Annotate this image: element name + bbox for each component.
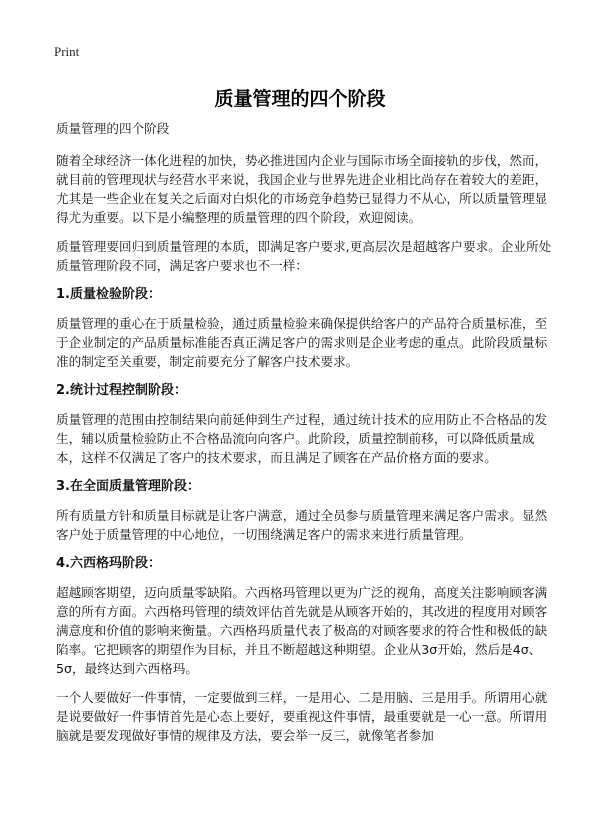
section-paragraph: 质量管理的范围由控制结果向前延伸到生产过程，通过统计技术的应用防止不合格品的发生，辅以质量检验防止不合格品流向向客户。此阶段，质量控制前移，可以降低质量成本，这样不仅满足了客户的技术要求，而且满足了顾客在产品价格方面的要求。 <box>56 412 548 465</box>
section-paragraph: 质量管理的重心在于质量检验，通过质量检验来确保提供给客户的产品符合质量标准，至于企业制定的产品质量标准能否真正满足客户的需求则是企业考虑的重点。此阶段质量标准的制定至关重要，制定前要充分了解客户技术要求。 <box>56 316 548 369</box>
intro-paragraph: 随着全球经济一体化进程的加快，势必推进国内企业与国际市场全面接轨的步伐，然而，就目前的管理现状与经营水平来说，我国企业与世界先进企业相比尚存在着较大的差距，尤其是一些企业在复关之后面对白炽化的市场竞争趋势已显得力不从心，所以质量管理显得尤为重要。以下是小编整理的质量管理的四个阶段，欢迎阅读。 <box>56 153 548 225</box>
section-paragraph: 超越顾客期望，迈向质量零缺陷。六西格玛管理以更为广泛的视角，高度关注影响顾客满意的所有方面。六西格玛管理的绩效评估首先就是从顾客开始的，其改进的程度用对顾客满意度和价值的影响来衡量。六西格玛质量代表了极高的对顾客要求的符合性和极低的缺陷率。它把顾客的期望作为目标，并且不断超越这种期望。企业从3σ开始，然后是4σ、5σ，最终达到六西格玛。 <box>56 585 548 676</box>
section-heading-statistical-process-control: 2.统计过程控制阶段： <box>56 383 187 398</box>
article-subtitle: 质量管理的四个阶段 <box>56 121 170 136</box>
print-link[interactable]: Print <box>54 44 80 59</box>
summary-paragraph: 质量管理要回归到质量管理的本质，即满足客户要求,更高层次是超越客户要求。企业所处质量管理阶段不同，满足客户要求也不一样： <box>56 239 552 273</box>
section-heading-quality-inspection: 1.质量检验阶段： <box>56 287 161 302</box>
section-heading-six-sigma: 4.六西格玛阶段： <box>56 556 161 571</box>
section-paragraph: 所有质量方针和质量目标就是让客户满意，通过全员参与质量管理来满足客户需求。显然客户处于质量管理的中心地位，一切围绕满足客户的需求来进行质量管理。 <box>56 508 548 542</box>
article-body <box>56 119 552 755</box>
section-heading-total-quality-management: 3.在全面质量管理阶段： <box>56 479 200 494</box>
page-title: 质量管理的四个阶段 <box>214 88 386 110</box>
section-paragraph: 一个人要做好一件事情，一定要做到三样，一是用心、二是用脑、三是用手。所谓用心就是说要做好一件事情首先是心态上要好，要重视这件事情，最重要就是一心一意。所谓用脑就是要发现做好事情的规律及方法，要会举一反三，就像笔者参加 <box>56 690 548 743</box>
